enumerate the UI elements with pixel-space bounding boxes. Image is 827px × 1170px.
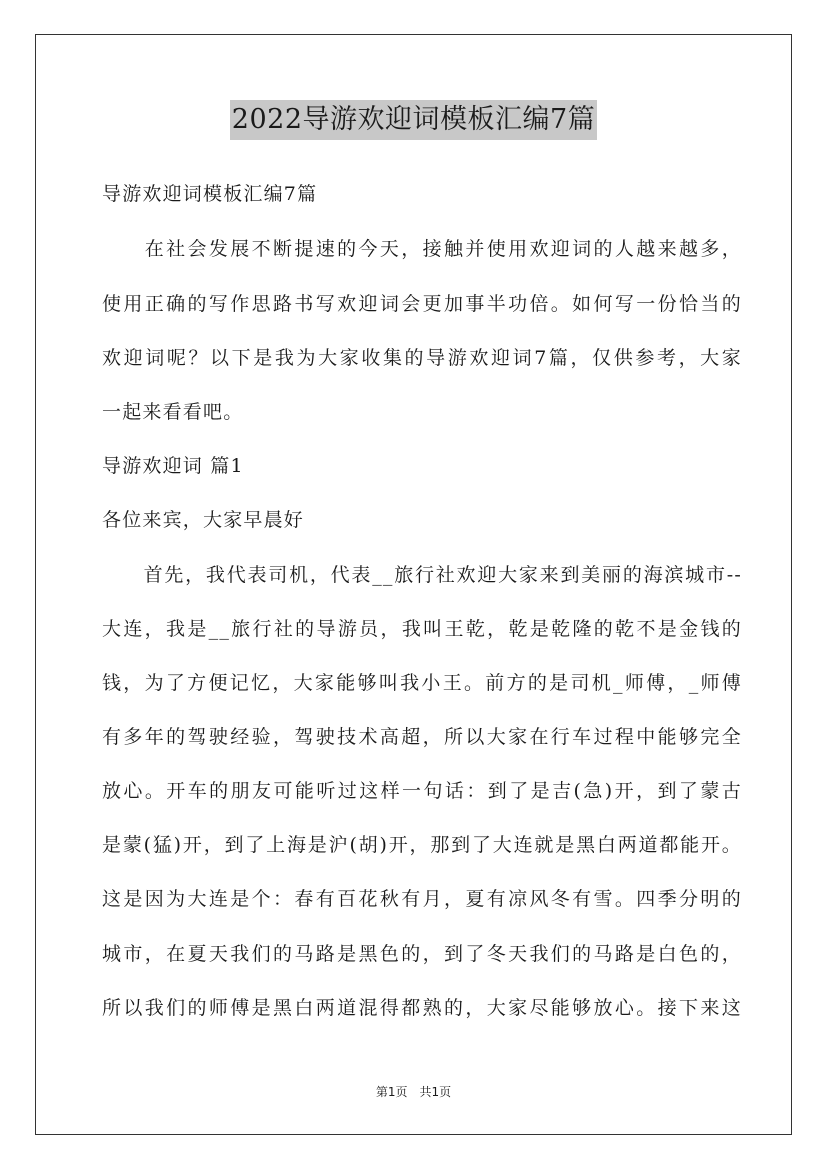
greeting-line: 各位来宾，大家早晨好	[102, 509, 305, 531]
paragraph-line: 大连，我是__旅行社的导游员，我叫王乾，乾是乾隆的乾不是金钱的	[102, 618, 742, 640]
section-heading: 导游欢迎词 篇1	[102, 455, 244, 477]
subtitle-line: 导游欢迎词模板汇编7篇	[102, 183, 318, 205]
paragraph-line: 首先，我代表司机，代表__旅行社欢迎大家来到美丽的海滨城市--	[102, 564, 742, 586]
paragraph-line: 欢迎词呢？以下是我为大家收集的导游欢迎词7篇，仅供参考，大家	[102, 347, 742, 369]
title-container	[0, 100, 827, 140]
paragraph-line: 这是因为大连是个：春有百花秋有月，夏有凉风冬有雪。四季分明的	[102, 888, 742, 910]
paragraph-line: 所以我们的师傅是黑白两道混得都熟的，大家尽能够放心。接下来这	[102, 997, 742, 1019]
document-title: 2022导游欢迎词模板汇编7篇	[230, 100, 597, 140]
paragraph-line: 在社会发展不断提速的今天，接触并使用欢迎词的人越来越多，	[102, 238, 742, 260]
paragraph-line: 使用正确的写作思路书写欢迎词会更加事半功倍。如何写一份恰当的	[102, 293, 742, 315]
paragraph-line: 放心。开车的朋友可能听过这样一句话：到了是吉(急)开，到了蒙古	[102, 780, 742, 802]
paragraph-line: 钱，为了方便记忆，大家能够叫我小王。前方的是司机_师傅，_师傅	[102, 672, 742, 694]
page-footer: 第1页 共1页	[375, 1085, 452, 1099]
paragraph-line: 一起来看看吧。	[102, 401, 244, 423]
paragraph-line: 是蒙(猛)开，到了上海是沪(胡)开，那到了大连就是黑白两道都能开。	[102, 834, 742, 856]
paragraph-line: 城市，在夏天我们的马路是黑色的，到了冬天我们的马路是白色的，	[102, 943, 742, 965]
paragraph-line: 有多年的驾驶经验，驾驶技术高超，所以大家在行车过程中能够完全	[102, 726, 742, 748]
